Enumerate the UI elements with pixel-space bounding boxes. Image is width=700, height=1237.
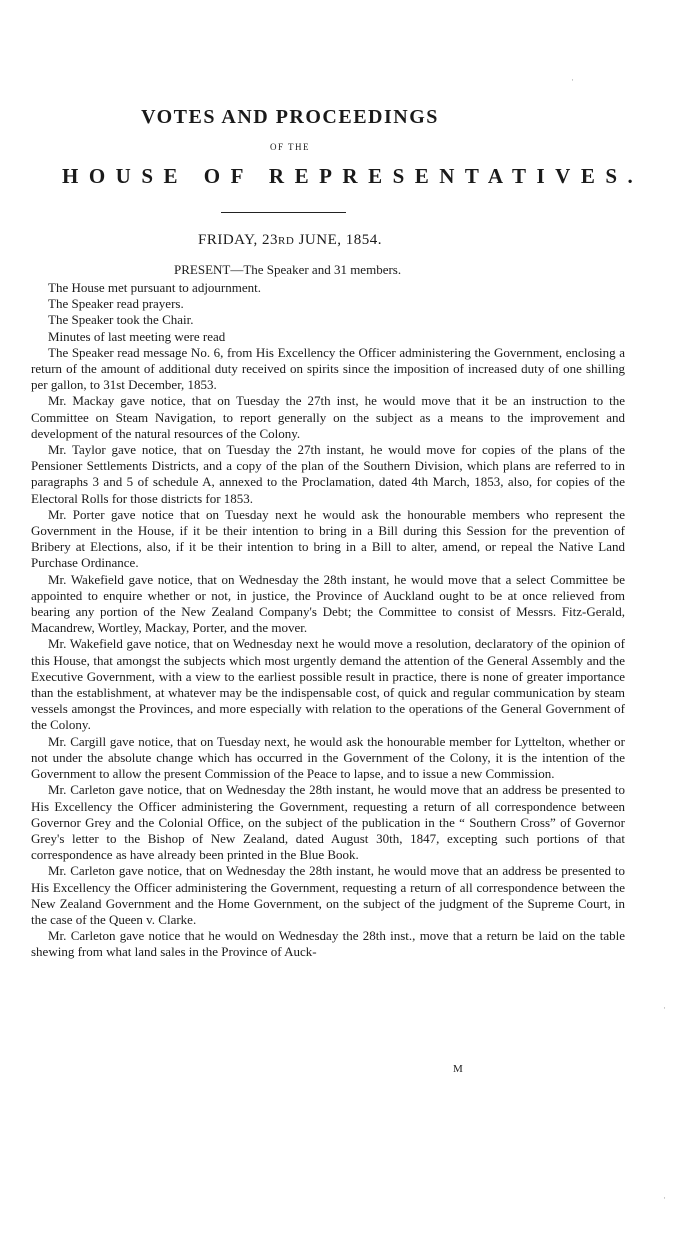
proceeding-paragraph: Mr. Taylor gave notice, that on Tuesday the 27th instant, he would move for copies of the plans of the Pensioner Settlements Districts, and a copy of the plan of the Southern Division, which plans are referred to in paragraphs 3 and 5 of schedule A, annexed to the Proclamation, dated 4th March, 1853, also, for copies of the Electoral Rolls for those districts for 1853. bbox=[31, 442, 625, 506]
proceeding-line: The Speaker took the Chair. bbox=[48, 312, 194, 328]
proceeding-paragraph: Mr. Carleton gave notice, that on Wednesday the 28th instant, he would move that an address be presented to His Excellency the Officer administering the Government, requesting a return of all correspondence between Governor Grey and the Colonial Office, on the subject of the publication in the “ Southern Cross” of Governor Grey's letter to the Bishop of New Zealand, dated August 30th, 1847, excepting such portions of that correspondence as have already been printed in the Blue Book. bbox=[31, 782, 625, 863]
scan-speck: · bbox=[663, 1193, 666, 1203]
title-connector: OF THE bbox=[269, 142, 311, 152]
session-date bbox=[0, 232, 580, 249]
proceeding-paragraph: Mr. Carleton gave notice that he would on Wednesday the 28th inst., move that a return be laid on the table shewing from what land sales in the Province of Auck- bbox=[31, 928, 625, 960]
proceeding-line: The Speaker read prayers. bbox=[48, 296, 184, 312]
proceeding-paragraph: Mr. Porter gave notice that on Tuesday next he would ask the honourable members who represent the Government in the House, if it be their intention to bring in a Bill during this Session for the prevention of Bribery at Elections, also, if it be their intention to bring in a Bill to alter, amend, or repeal the Native Land Purchase Ordinance. bbox=[31, 506, 625, 571]
proceeding-line: Minutes of last meeting were read bbox=[48, 328, 226, 344]
document-title: VOTES AND PROCEEDINGS bbox=[141, 106, 439, 128]
proceeding-paragraph: Mr. Wakefield gave notice, that on Wednesday next he would move a resolution, declaratory of the opinion of this House, that amongst the subjects which most urgently demand the attention of the General Assembly and the Executive Government, with a view to the earliest possible result in practice, there is none of greater importance than the establishment, at whatever may be the indispensable cost, of quick and regular communication by steam vessels amongst the Provinces, and more especially with relation to the operations of the General Government of the Colony. bbox=[31, 636, 625, 733]
proceedings-body bbox=[31, 280, 625, 961]
proceeding-paragraph: Mr. Carleton gave notice, that on Wednesday the 28th instant, he would move that an address be presented to His Excellency the Officer administering the Government, requesting a return of all correspondence between the New Zealand Government and the Home Government, on the subject of the judgment of the Supreme Court, in the case of the Queen v. Clarke. bbox=[31, 863, 625, 927]
date-year: , 1854. bbox=[337, 232, 382, 248]
proceeding-paragraph: The Speaker read message No. 6, from His Excellency the Officer administering the Government, enclosing a return of the amount of additional duty received on spirits since the imposition of increased duty of one shilling per gallon, to 31st December, 1853. bbox=[31, 344, 625, 393]
attendance-line bbox=[174, 262, 401, 278]
date-ordinal: RD bbox=[278, 235, 295, 247]
scan-speck: · bbox=[663, 1003, 666, 1013]
proceeding-paragraph: Mr. Cargill gave notice, that on Tuesday next, he would ask the honourable member for Lyttelton, whether or not under the absolute change which has occurred in the Government of the Colony, it is the intention of the Government to allow the present Commission of the Peace to lapse, and to issue a new Commission. bbox=[31, 733, 625, 782]
proceeding-paragraph: Mr. Wakefield gave notice, that on Wednesday the 28th instant, he would move that a select Committee be appointed to enquire whether or not, in justice, the Province of Auckland ought to be at once relieved from bearing any portion of the New Zealand Company's Debt; the Committee to consist of Messrs. Fitz-Gerald, Macandrew, Wortley, Mackay, Porter, and the mover. bbox=[31, 571, 625, 636]
date-month: JUNE bbox=[298, 232, 338, 248]
date-weekday-day: FRIDAY, 23 bbox=[198, 232, 279, 248]
proceeding-line: The House met pursuant to adjournment. bbox=[48, 280, 262, 295]
proceeding-paragraph: Mr. Mackay gave notice, that on Tuesday the 27th inst, he would move that it be an instruction to the Committee on Steam Navigation, to report generally on the subject as a means to the improvement and development of the natural resources of the Colony. bbox=[31, 393, 625, 441]
present-text: —The Speaker and 31 members. bbox=[230, 262, 402, 277]
house-heading: HOUSE OF REPRESENTATIVES. bbox=[62, 164, 644, 188]
scan-speck: · bbox=[571, 75, 574, 85]
heading-divider bbox=[221, 212, 346, 213]
signature-mark: M bbox=[453, 1063, 463, 1075]
present-label: PRESENT bbox=[174, 262, 231, 277]
